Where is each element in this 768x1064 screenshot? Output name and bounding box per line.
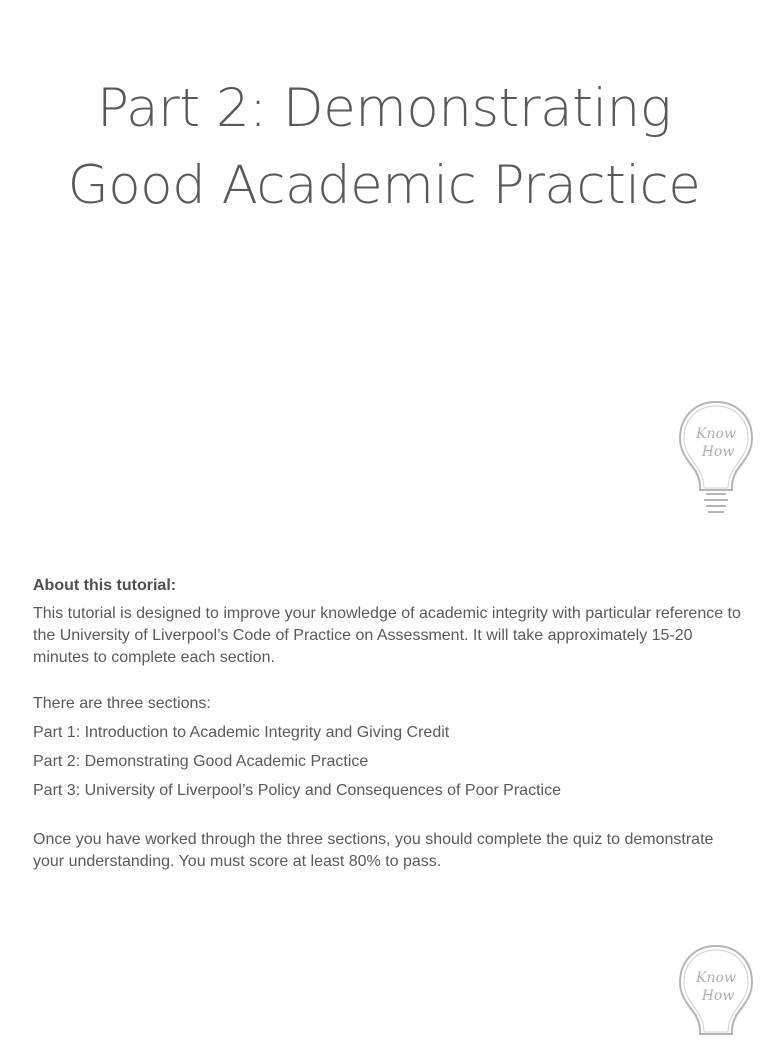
logo-text-how: How	[701, 988, 735, 1004]
know-how-logo	[676, 398, 756, 520]
sections-intro: There are three sections:	[33, 695, 211, 712]
title-line-1: Part 2: Demonstrating	[96, 78, 672, 139]
section-item-1: Part 1: Introduction to Academic Integrity and Giving Credit	[33, 724, 450, 741]
about-closing: Once you have worked through the three sections, you should complete the quiz to demonstrate your understanding. You must score at least 80% to pass.	[33, 831, 714, 870]
about-heading: About this tutorial:	[33, 577, 177, 594]
page-title	[0, 70, 768, 224]
section-item-3: Part 3: University of Liverpool’s Policy and Consequences of Poor Practice	[33, 782, 561, 799]
lightbulb-icon	[676, 942, 756, 1064]
about-intro: This tutorial is designed to improve your knowledge of academic integrity with particular reference to the University of Liverpool’s Code of Practice on Assessment. It will take approximately 15-20 minutes to complete each section.	[33, 605, 741, 666]
logo-text-know: Know	[696, 426, 736, 442]
logo-text-how: How	[701, 444, 735, 460]
about-section	[33, 575, 743, 873]
section-list	[33, 722, 743, 802]
lightbulb-icon	[676, 398, 756, 520]
know-how-logo-bottom	[676, 942, 756, 1064]
section-item-2: Part 2: Demonstrating Good Academic Practice	[33, 753, 369, 770]
logo-text-know: Know	[696, 970, 736, 986]
title-line-2: Good Academic Practice	[67, 155, 701, 216]
